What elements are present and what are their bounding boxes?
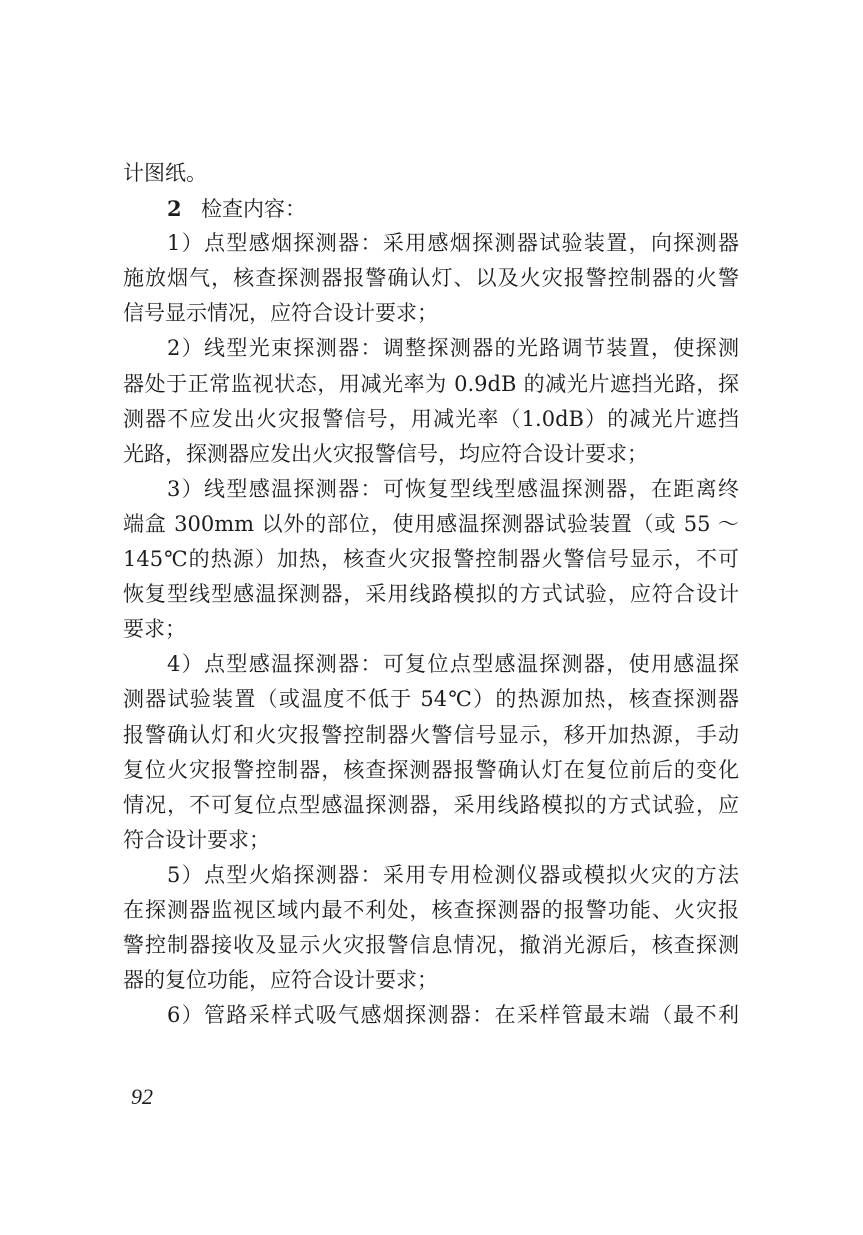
paragraph-line: 施放烟气，核查探测器报警确认灯、以及火灾报警控制器的火警 (123, 266, 739, 291)
paragraph-line: 信号显示情况，应符合设计要求； (123, 301, 438, 326)
paragraph-line: 器处于正常监视状态，用减光率为 0.9dB 的减光片遮挡光路，探 (123, 371, 739, 396)
paragraph-line: 1）点型感烟探测器：采用感烟探测器试验装置，向探测器 (167, 231, 739, 256)
paragraph-line: 计图纸。 (123, 161, 207, 185)
section-title: 检查内容： (201, 197, 306, 222)
paragraph-line: 4）点型感温探测器：可复位点型感温探测器，使用感温探 (167, 652, 739, 677)
section-heading (123, 191, 739, 226)
page-number: 92 (131, 1084, 153, 1109)
paragraph-line: 报警确认灯和火灾报警控制器火警信号显示，移开加热源，手动 (123, 722, 739, 747)
paragraph-line: 符合设计要求； (123, 827, 270, 852)
paragraph-line: 恢复型线型感温探测器，采用线路模拟的方式试验，应符合设计 (123, 582, 739, 607)
document-page (123, 156, 739, 1033)
paragraph-line: 5）点型火焰探测器：采用专用检测仪器或模拟火灾的方法 (167, 862, 739, 887)
paragraph-line: 2）线型光束探测器：调整探测器的光路调节装置，使探测 (167, 336, 739, 361)
paragraph-line: 6）管路采样式吸气感烟探测器：在采样管最末端（最不利 (167, 1003, 739, 1028)
paragraph-line: 器的复位功能，应符合设计要求； (123, 968, 438, 993)
paragraph-line: 情况，不可复位点型感温探测器，采用线路模拟的方式试验，应 (123, 792, 739, 817)
paragraph-line: 要求； (123, 617, 186, 642)
paragraph-line: 光路，探测器应发出火灾报警信号，均应符合设计要求； (123, 441, 648, 466)
paragraph-line: 测器不应发出火灾报警信号，用减光率（1.0dB）的减光片遮挡 (123, 406, 739, 431)
paragraph-line: 3）线型感温探测器：可恢复型线型感温探测器，在距离终 (167, 476, 739, 501)
paragraph-line: 警控制器接收及显示火灾报警信息情况，撤消光源后，核查探测 (123, 933, 739, 958)
section-number: 2 (167, 196, 182, 222)
paragraph-line: 在探测器监视区域内最不利处，核查探测器的报警功能、火灾报 (123, 897, 739, 922)
paragraph-line: 端盒 300mm 以外的部位，使用感温探测器试验装置（或 55 ～ (123, 511, 739, 536)
paragraph-line: 145℃的热源）加热，核查火灾报警控制器火警信号显示，不可 (123, 547, 739, 572)
paragraph-line: 测器试验装置（或温度不低于 54℃）的热源加热，核查探测器 (123, 687, 739, 712)
paragraph-line: 复位火灾报警控制器，核查探测器报警确认灯在复位前后的变化 (123, 757, 739, 782)
